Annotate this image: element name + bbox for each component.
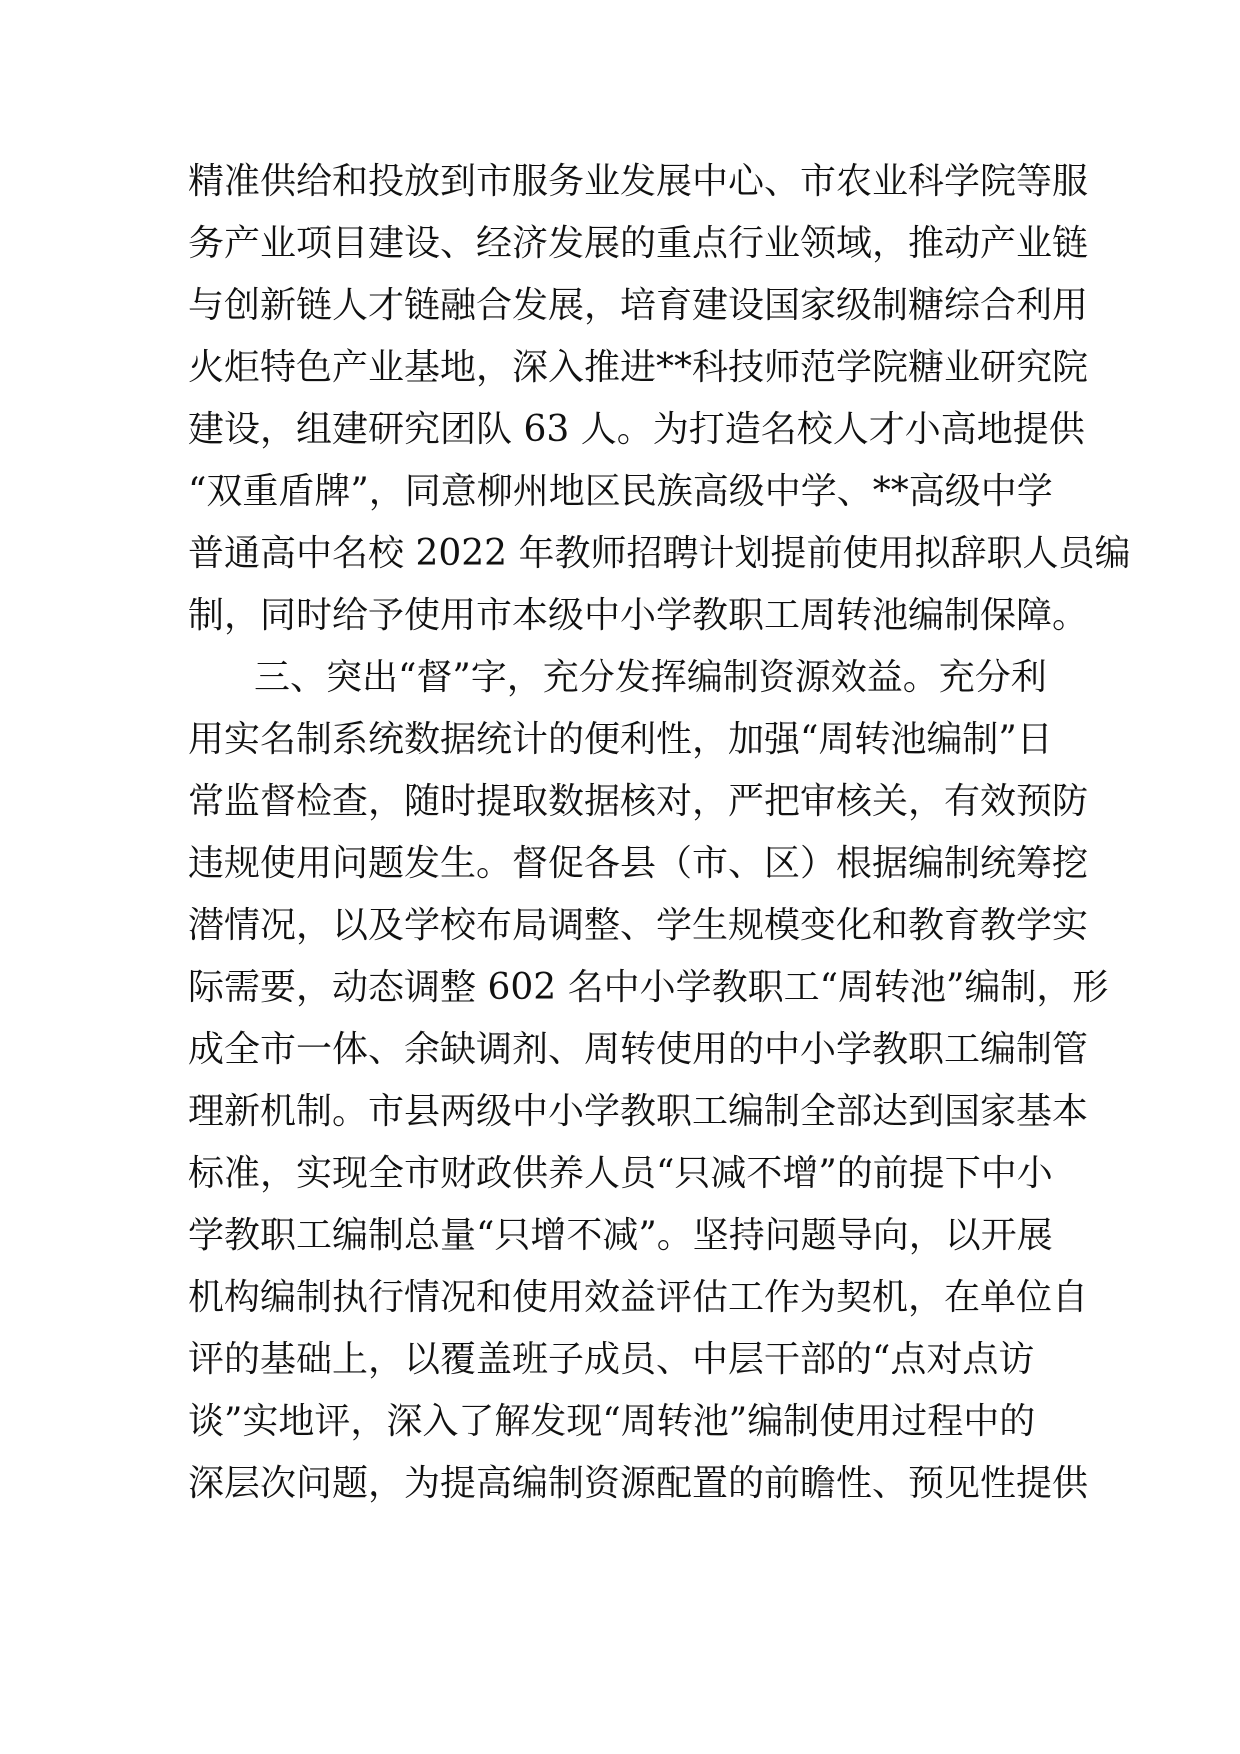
- text-line: 务产业项目建设、经济发展的重点行业领域，推动产业链: [188, 223, 1089, 264]
- text-line: 火炬特色产业基地，深入推进**科技师范学院糖业研究院: [188, 347, 1089, 388]
- text-line: 标准，实现全市财政供养人员“只减不增”的前提下中小: [188, 1153, 1053, 1194]
- text-line: 常监督检查，随时提取数据核对，严把审核关，有效预防: [188, 781, 1089, 822]
- text-line: 制，同时给予使用市本级中小学教职工周转池编制保障。: [188, 595, 1089, 636]
- text-line: 建设，组建研究团队 63 人。为打造名校人才小高地提供: [188, 409, 1085, 450]
- text-line: 深层次问题，为提高编制资源配置的前瞻性、预见性提供: [188, 1463, 1089, 1504]
- text-line: 违规使用问题发生。督促各县（市、区）根据编制统筹挖: [188, 843, 1089, 884]
- text-line: 际需要，动态调整 602 名中小学教职工“周转池”编制，形: [188, 967, 1109, 1008]
- text-line: 谈”实地评，深入了解发现“周转池”编制使用过程中的: [188, 1401, 1036, 1442]
- text-line: 与创新链人才链融合发展，培育建设国家级制糖综合利用: [188, 285, 1089, 326]
- text-line: 评的基础上，以覆盖班子成员、中层干部的“点对点访: [188, 1339, 1035, 1380]
- text-line: 理新机制。市县两级中小学教职工编制全部达到国家基本: [188, 1091, 1089, 1132]
- text-line: 学教职工编制总量“只增不减”。坚持问题导向，以开展: [188, 1215, 1053, 1256]
- text-line: 普通高中名校 2022 年教师招聘计划提前使用拟辞职人员编: [188, 533, 1131, 574]
- section-heading-line: 三、突出“督”字，充分发挥编制资源效益。充分利: [254, 657, 1047, 698]
- text-line: 潜情况，以及学校布局调整、学生规模变化和教育教学实: [188, 905, 1089, 946]
- text-line: 机构编制执行情况和使用效益评估工作为契机，在单位自: [188, 1277, 1089, 1318]
- text-line: 用实名制系统数据统计的便利性，加强“周转池编制”日: [188, 719, 1053, 760]
- text-line: “双重盾牌”，同意柳州地区民族高级中学、**高级中学: [188, 471, 1053, 512]
- text-line: 成全市一体、余缺调剂、周转使用的中小学教职工编制管: [188, 1029, 1089, 1070]
- text-line: 精准供给和投放到市服务业发展中心、市农业科学院等服: [188, 161, 1089, 202]
